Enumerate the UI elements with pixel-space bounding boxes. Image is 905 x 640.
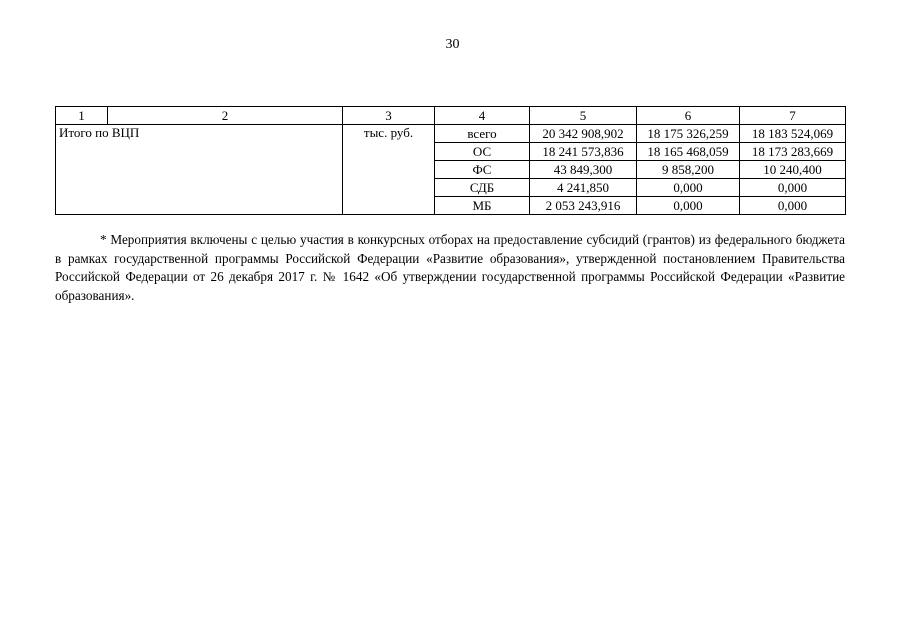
total-label: Итого по ВЦП [56,125,343,215]
page-number: 30 [445,37,460,52]
header-cell: 4 [435,107,530,125]
header-cell: 2 [108,107,343,125]
footnote: * Мероприятия включены с целью участия в конкурсных отборах на предоставление субсидий (грантов) из федерального бюджета в рамках государственной программы Российской Федерации «Развитие образования», утвержденной постановлением Правительства Российской Федерации от 26 декабря 2017 г. № 1642 «Об утверждении государственной программы Российской Федерации «Развитие образования». [55,232,845,303]
value-cell: 0,000 [637,179,740,197]
value-cell: 0,000 [740,179,846,197]
source-cell: всего [435,125,530,143]
table-row [56,125,846,143]
source-cell: СДБ [435,179,530,197]
header-cell: 5 [530,107,637,125]
header-cell: 7 [740,107,846,125]
value-cell: 20 342 908,902 [530,125,637,143]
header-cell: 3 [343,107,435,125]
value-cell: 18 173 283,669 [740,143,846,161]
value-cell: 9 858,200 [637,161,740,179]
value-cell: 0,000 [637,197,740,215]
header-cell: 1 [56,107,108,125]
header-cell: 6 [637,107,740,125]
budget-table [55,106,846,215]
table-header-row [56,107,846,125]
source-cell: МБ [435,197,530,215]
value-cell: 2 053 243,916 [530,197,637,215]
unit-label: тыс. руб. [343,125,435,215]
value-cell: 18 183 524,069 [740,125,846,143]
source-cell: ОС [435,143,530,161]
value-cell: 4 241,850 [530,179,637,197]
value-cell: 18 175 326,259 [637,125,740,143]
value-cell: 43 849,300 [530,161,637,179]
value-cell: 10 240,400 [740,161,846,179]
value-cell: 18 165 468,059 [637,143,740,161]
source-cell: ФС [435,161,530,179]
value-cell: 0,000 [740,197,846,215]
value-cell: 18 241 573,836 [530,143,637,161]
